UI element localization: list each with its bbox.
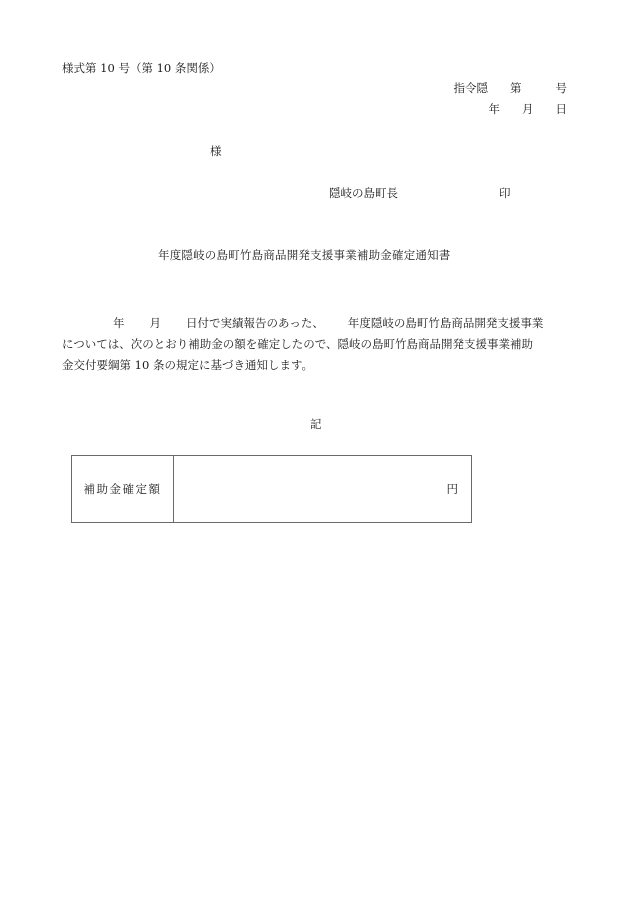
seal-mark: 印 [499,186,511,200]
body-paragraph [62,313,570,376]
reference-go: 号 [555,81,567,95]
addressee: 様 [210,144,222,158]
body-line-1 [62,313,570,334]
document-title: 年度隠岐の島町竹島商品開発支援事業補助金確定通知書 [158,248,451,262]
issue-date [489,104,568,116]
body-month: 月 [149,316,161,330]
sender: 隠岐の島町長 [329,186,398,200]
date-year: 年 [488,102,500,116]
amount-unit: 円 [446,482,458,496]
reference-number [454,83,568,95]
ki-heading: 記 [310,417,322,431]
body-line-2: については、次のとおり補助金の額を確定したので、隠岐の島町竹島商品開発支援事業補助 [62,337,534,351]
date-day: 日 [555,102,567,116]
form-number: 様式第 10 号（第 10 条関係） [62,61,221,75]
reference-prefix: 指令隠 [453,81,488,95]
body-text-b: 年度隠岐の島町竹島商品開発支援事業 [347,316,544,330]
amount-value-cell [174,456,471,522]
body-line-3: 金交付要綱第 10 条の規定に基づき通知します。 [62,358,314,372]
amount-label: 補助金確定額 [72,456,174,522]
date-month: 月 [522,102,534,116]
body-year: 年 [113,316,125,330]
amount-table [71,455,472,523]
reference-dai: 第 [510,81,522,95]
body-text-a: 日付で実績報告のあった、 [186,316,324,330]
